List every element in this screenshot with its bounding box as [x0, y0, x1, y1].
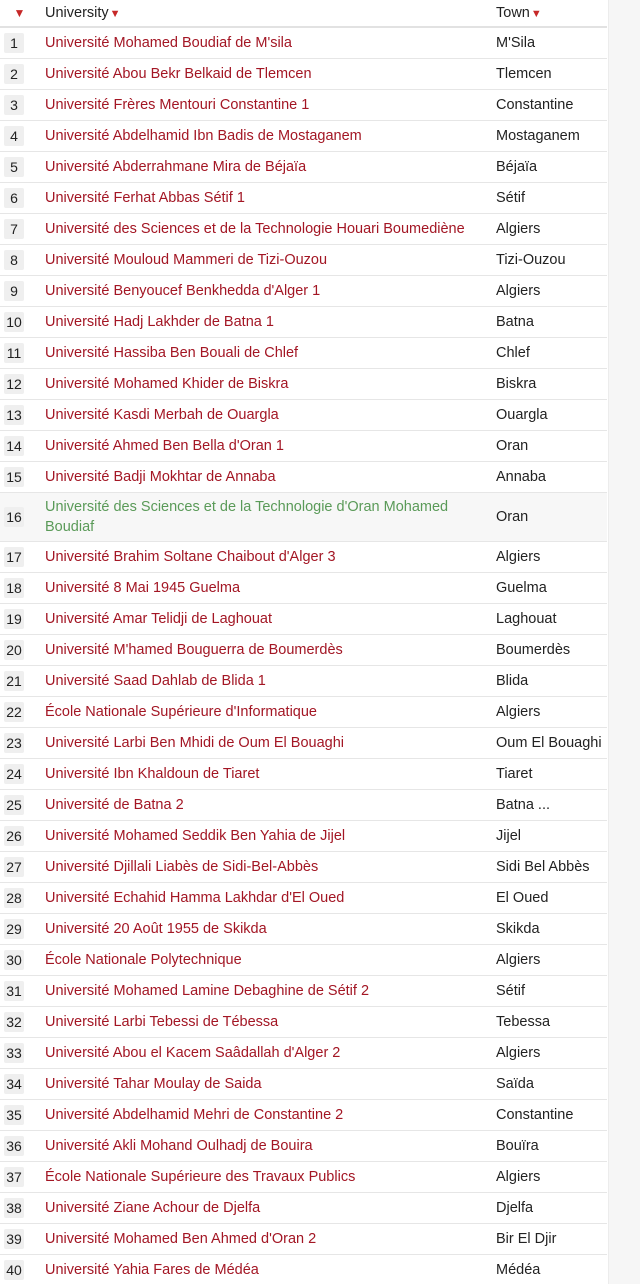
town-cell: Tizi-Ouzou: [491, 245, 607, 276]
table-row: [0, 1069, 607, 1100]
university-cell: [39, 59, 491, 90]
rank-number: 8: [4, 250, 24, 270]
town-cell: Guelma: [491, 573, 607, 604]
rank-number: 25: [4, 795, 24, 815]
rank-cell: [0, 976, 39, 1007]
town-cell: Saïda: [491, 1069, 607, 1100]
rank-number: 29: [4, 919, 24, 939]
rank-number: 2: [4, 64, 24, 84]
university-cell: [39, 976, 491, 1007]
university-link[interactable]: Université des Sciences et de la Technologie Houari Boumediène: [45, 221, 465, 237]
town-cell: Béjaïa: [491, 152, 607, 183]
university-cell: [39, 307, 491, 338]
table-row: [0, 697, 607, 728]
town-cell: Algiers: [491, 697, 607, 728]
table-row: [0, 914, 607, 945]
rank-cell: [0, 852, 39, 883]
rank-number: 5: [4, 157, 24, 177]
rank-number: 27: [4, 857, 24, 877]
university-link[interactable]: Université Kasdi Merbah de Ouargla: [45, 407, 279, 423]
rank-cell: [0, 27, 39, 59]
university-cell: [39, 604, 491, 635]
university-cell: [39, 214, 491, 245]
rank-cell: [0, 1007, 39, 1038]
rank-number: 26: [4, 826, 24, 846]
rank-number: 4: [4, 126, 24, 146]
header-row: [0, 0, 607, 27]
table-row: [0, 245, 607, 276]
university-link[interactable]: Université Yahia Fares de Médéa: [45, 1262, 259, 1278]
university-link[interactable]: Université Tahar Moulay de Saida: [45, 1076, 262, 1092]
town-cell: Batna ...: [491, 790, 607, 821]
town-cell: Batna: [491, 307, 607, 338]
town-cell: Annaba: [491, 462, 607, 493]
university-cell: [39, 338, 491, 369]
town-cell: Constantine: [491, 90, 607, 121]
town-cell: Oran: [491, 431, 607, 462]
table-body: [0, 27, 607, 1284]
university-link[interactable]: Université Abdelhamid Ibn Badis de Mostaganem: [45, 128, 362, 144]
rank-cell: [0, 1038, 39, 1069]
rank-cell: [0, 1162, 39, 1193]
university-link[interactable]: École Nationale Supérieure des Travaux Publics: [45, 1169, 356, 1185]
town-cell: Mostaganem: [491, 121, 607, 152]
town-cell: Algiers: [491, 276, 607, 307]
university-link[interactable]: Université Mohamed Seddik Ben Yahia de Jijel: [45, 828, 346, 844]
university-cell: [39, 542, 491, 573]
university-link[interactable]: École Nationale Supérieure d'Informatique: [45, 704, 317, 720]
rank-cell: [0, 728, 39, 759]
rank-cell: [0, 759, 39, 790]
rank-number: 19: [4, 609, 24, 629]
rank-number: 40: [4, 1260, 24, 1280]
table-row: [0, 152, 607, 183]
rank-cell: [0, 1193, 39, 1224]
town-cell: Tlemcen: [491, 59, 607, 90]
town-cell: Boumerdès: [491, 635, 607, 666]
table-row: [0, 183, 607, 214]
table-row: [0, 1131, 607, 1162]
university-link[interactable]: Université Mohamed Ben Ahmed d'Oran 2: [45, 1231, 317, 1247]
rank-cell: [0, 400, 39, 431]
rank-number: 3: [4, 95, 24, 115]
table-row: [0, 276, 607, 307]
university-cell: [39, 1224, 491, 1255]
table-row: [0, 976, 607, 1007]
university-link[interactable]: Université Ferhat Abbas Sétif 1: [45, 190, 245, 206]
rank-number: 1: [4, 33, 24, 53]
rank-cell: [0, 821, 39, 852]
town-column-header[interactable]: [491, 0, 607, 27]
university-cell: [39, 728, 491, 759]
town-cell: El Oued: [491, 883, 607, 914]
university-link[interactable]: Université Mohamed Khider de Biskra: [45, 376, 289, 392]
rank-cell: [0, 635, 39, 666]
rank-column-header[interactable]: [0, 0, 39, 27]
university-link[interactable]: Université Amar Telidji de Laghouat: [45, 611, 273, 627]
rank-cell: [0, 697, 39, 728]
university-cell: [39, 90, 491, 121]
rank-number: 24: [4, 764, 24, 784]
rank-number: 20: [4, 640, 24, 660]
table-row: [0, 369, 607, 400]
rank-number: 31: [4, 981, 24, 1001]
town-sort-arrow-icon[interactable]: ▼: [530, 8, 542, 20]
table-row: [0, 214, 607, 245]
table-row: [0, 728, 607, 759]
university-link[interactable]: Université Larbi Ben Mhidi de Oum El Bouaghi: [45, 735, 345, 751]
town-cell: Algiers: [491, 542, 607, 573]
town-cell: Bouïra: [491, 1131, 607, 1162]
rank-number: 15: [4, 467, 24, 487]
rank-cell: [0, 214, 39, 245]
town-cell: Tebessa: [491, 1007, 607, 1038]
table-row: [0, 821, 607, 852]
rank-number: 17: [4, 547, 24, 567]
town-cell: Tiaret: [491, 759, 607, 790]
university-cell: [39, 369, 491, 400]
university-link[interactable]: Université 20 Août 1955 de Skikda: [45, 921, 267, 937]
university-link[interactable]: Université Ziane Achour de Djelfa: [45, 1200, 261, 1216]
table-row: [0, 462, 607, 493]
table-row: [0, 59, 607, 90]
university-cell: [39, 821, 491, 852]
university-link[interactable]: Université Abou Bekr Belkaid de Tlemcen: [45, 66, 312, 82]
rank-number: 18: [4, 578, 24, 598]
university-cell: [39, 1193, 491, 1224]
town-cell: Algiers: [491, 945, 607, 976]
rank-number: 37: [4, 1167, 24, 1187]
university-link[interactable]: Université des Sciences et de la Technologie d'Oran Mohamed Boudiaf: [45, 499, 449, 535]
rank-number: 16: [4, 507, 24, 527]
table-row: [0, 1038, 607, 1069]
table-row: [0, 604, 607, 635]
rank-cell: [0, 152, 39, 183]
town-cell: Djelfa: [491, 1193, 607, 1224]
rank-cell: [0, 1069, 39, 1100]
university-link[interactable]: Université Brahim Soltane Chaibout d'Alger 3: [45, 549, 336, 565]
rank-cell: [0, 307, 39, 338]
table-row: [0, 338, 607, 369]
table-row: [0, 1007, 607, 1038]
university-link[interactable]: École Nationale Polytechnique: [45, 952, 242, 968]
town-cell: Bir El Djir: [491, 1224, 607, 1255]
rank-cell: [0, 604, 39, 635]
table-row: [0, 1224, 607, 1255]
town-cell: Oum El Bouaghi: [491, 728, 607, 759]
town-cell: Médéa: [491, 1255, 607, 1284]
university-cell: [39, 493, 491, 542]
table-row: [0, 759, 607, 790]
university-cell: [39, 462, 491, 493]
university-link[interactable]: Université Larbi Tebessi de Tébessa: [45, 1014, 279, 1030]
university-cell: [39, 1069, 491, 1100]
town-column-label[interactable]: Town: [496, 5, 530, 21]
rank-cell: [0, 1100, 39, 1131]
university-link[interactable]: Université Saad Dahlab de Blida 1: [45, 673, 266, 689]
rank-number: 23: [4, 733, 24, 753]
university-cell: [39, 27, 491, 59]
town-cell: Sidi Bel Abbès: [491, 852, 607, 883]
university-link[interactable]: Université Djillali Liabès de Sidi-Bel-Abbès: [45, 859, 319, 875]
rank-cell: [0, 59, 39, 90]
rank-cell: [0, 121, 39, 152]
university-cell: [39, 1131, 491, 1162]
rank-cell: [0, 790, 39, 821]
rank-cell: [0, 493, 39, 542]
university-column-header[interactable]: [39, 0, 491, 27]
table-row: [0, 852, 607, 883]
university-link[interactable]: Université Mouloud Mammeri de Tizi-Ouzou: [45, 252, 328, 268]
table-row: [0, 790, 607, 821]
right-gutter: [608, 0, 640, 1284]
rank-cell: [0, 666, 39, 697]
town-cell: Chlef: [491, 338, 607, 369]
university-link[interactable]: Université Benyoucef Benkhedda d'Alger 1: [45, 283, 321, 299]
town-cell: Algiers: [491, 1038, 607, 1069]
university-link[interactable]: Université Abdelhamid Mehri de Constantine 2: [45, 1107, 344, 1123]
rank-number: 13: [4, 405, 24, 425]
table-row: [0, 90, 607, 121]
rank-number: 12: [4, 374, 24, 394]
table-row: [0, 666, 607, 697]
rank-cell: [0, 338, 39, 369]
rank-cell: [0, 276, 39, 307]
university-cell: [39, 400, 491, 431]
university-cell: [39, 573, 491, 604]
town-cell: Blida: [491, 666, 607, 697]
university-cell: [39, 1162, 491, 1193]
university-cell: [39, 431, 491, 462]
table-row: [0, 1162, 607, 1193]
university-link[interactable]: Université Echahid Hamma Lakhdar d'El Oued: [45, 890, 345, 906]
university-link[interactable]: Université Hassiba Ben Bouali de Chlef: [45, 345, 299, 361]
town-cell: Algiers: [491, 214, 607, 245]
rank-number: 21: [4, 671, 24, 691]
university-link[interactable]: Université Mohamed Boudiaf de M'sila: [45, 35, 292, 51]
university-column-label[interactable]: University: [45, 5, 109, 21]
town-cell: Ouargla: [491, 400, 607, 431]
rank-sort-arrow-icon[interactable]: ▼: [13, 6, 26, 20]
table-row: [0, 1255, 607, 1284]
table-header: [0, 0, 607, 27]
university-cell: [39, 945, 491, 976]
rank-cell: [0, 1131, 39, 1162]
rank-number: 39: [4, 1229, 24, 1249]
rank-cell: [0, 883, 39, 914]
university-link[interactable]: Université Mohamed Lamine Debaghine de Sétif 2: [45, 983, 370, 999]
town-cell: Algiers: [491, 1162, 607, 1193]
university-link[interactable]: Université de Batna 2: [45, 797, 184, 813]
university-cell: [39, 759, 491, 790]
university-cell: [39, 914, 491, 945]
rank-number: 32: [4, 1012, 24, 1032]
university-link[interactable]: Université Abou el Kacem Saâdallah d'Alger 2: [45, 1045, 341, 1061]
table-row: [0, 1193, 607, 1224]
rank-cell: [0, 1224, 39, 1255]
university-cell: [39, 697, 491, 728]
table-row: [0, 307, 607, 338]
rank-number: 7: [4, 219, 24, 239]
table-row: [0, 635, 607, 666]
university-cell: [39, 121, 491, 152]
university-link[interactable]: Université Ibn Khaldoun de Tiaret: [45, 766, 260, 782]
university-sort-arrow-icon[interactable]: ▼: [109, 8, 121, 20]
university-cell: [39, 790, 491, 821]
university-link[interactable]: Université Akli Mohand Oulhadj de Bouira: [45, 1138, 313, 1154]
rank-number: 9: [4, 281, 24, 301]
rank-number: 34: [4, 1074, 24, 1094]
university-cell: [39, 1100, 491, 1131]
university-cell: [39, 152, 491, 183]
rank-number: 35: [4, 1105, 24, 1125]
university-cell: [39, 635, 491, 666]
rank-cell: [0, 542, 39, 573]
table-row: [0, 431, 607, 462]
rank-cell: [0, 914, 39, 945]
university-cell: [39, 666, 491, 697]
table-row: [0, 883, 607, 914]
town-cell: Oran: [491, 493, 607, 542]
university-cell: [39, 183, 491, 214]
rank-cell: [0, 183, 39, 214]
table-row: [0, 121, 607, 152]
table-row: [0, 945, 607, 976]
university-link[interactable]: Université Frères Mentouri Constantine 1: [45, 97, 310, 113]
university-cell: [39, 883, 491, 914]
university-cell: [39, 1255, 491, 1284]
rank-number: 36: [4, 1136, 24, 1156]
university-cell: [39, 276, 491, 307]
university-cell: [39, 852, 491, 883]
rank-cell: [0, 945, 39, 976]
table-row: [0, 542, 607, 573]
university-link[interactable]: Université Ahmed Ben Bella d'Oran 1: [45, 438, 284, 454]
university-link[interactable]: Université M'hamed Bouguerra de Boumerdès: [45, 642, 343, 658]
rank-number: 14: [4, 436, 24, 456]
town-cell: Jijel: [491, 821, 607, 852]
rank-number: 11: [4, 343, 24, 363]
university-link[interactable]: Université 8 Mai 1945 Guelma: [45, 580, 241, 596]
town-cell: Laghouat: [491, 604, 607, 635]
town-cell: Biskra: [491, 369, 607, 400]
rank-cell: [0, 573, 39, 604]
rank-cell: [0, 1255, 39, 1284]
university-cell: [39, 1007, 491, 1038]
rank-number: 33: [4, 1043, 24, 1063]
rank-number: 6: [4, 188, 24, 208]
rank-cell: [0, 431, 39, 462]
table-row: [0, 400, 607, 431]
town-cell: M'Sila: [491, 27, 607, 59]
rank-cell: [0, 90, 39, 121]
rank-number: 28: [4, 888, 24, 908]
rank-cell: [0, 462, 39, 493]
university-link[interactable]: Université Badji Mokhtar de Annaba: [45, 469, 276, 485]
town-cell: Sétif: [491, 976, 607, 1007]
table-row: [0, 1100, 607, 1131]
table-row: [0, 27, 607, 59]
town-cell: Sétif: [491, 183, 607, 214]
university-link[interactable]: Université Abderrahmane Mira de Béjaïa: [45, 159, 307, 175]
town-cell: Skikda: [491, 914, 607, 945]
table-row: [0, 573, 607, 604]
rank-number: 30: [4, 950, 24, 970]
rank-cell: [0, 369, 39, 400]
rank-number: 22: [4, 702, 24, 722]
rank-cell: [0, 245, 39, 276]
table-row: [0, 493, 607, 542]
university-link[interactable]: Université Hadj Lakhder de Batna 1: [45, 314, 274, 330]
university-cell: [39, 245, 491, 276]
university-cell: [39, 1038, 491, 1069]
rank-number: 38: [4, 1198, 24, 1218]
town-cell: Constantine: [491, 1100, 607, 1131]
rank-number: 10: [4, 312, 24, 332]
